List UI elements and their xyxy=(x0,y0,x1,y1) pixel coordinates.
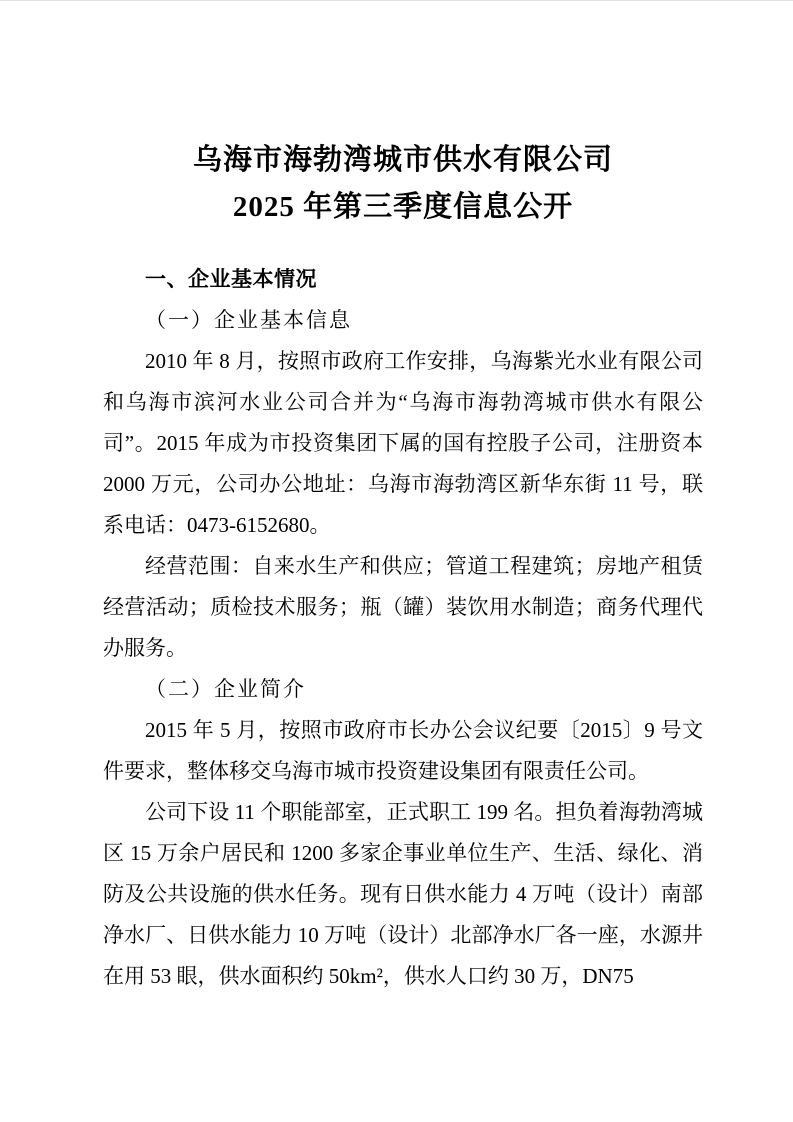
section-heading-basic-situation: 一、企业基本情况 xyxy=(145,268,317,291)
subsection-heading-basic-info: （一）企业基本信息 xyxy=(145,308,352,332)
paragraph-operations: 公司下设 11 个职能部室，正式职工 199 名。担负着海勃湾城区 15 万余户居民和 1200 多家企事业单位生产、生活、绿化、消防及公共设施的供水任务。现有日供水能力 4 万吨（设计）南部净水厂、日供水能力 10 万吨（设计）北部净水厂各一座，水源井在用 53 眼，供水面积约 50km²，供水人口约 30 万，DN75 xyxy=(103,800,703,988)
document-title-line2: 2025 年第三季度信息公开 xyxy=(232,191,574,223)
document-body xyxy=(103,259,703,997)
paragraph-transfer: 2015 年 5 月，按照市政府市长办公会议纪要〔2015〕9 号文件要求，整体移交乌海市城市投资建设集团有限责任公司。 xyxy=(103,718,703,783)
document-title xyxy=(103,137,703,231)
document-title-line1: 乌海市海勃湾城市供水有限公司 xyxy=(192,144,613,176)
subsection-heading-company-profile: （二）企业简介 xyxy=(145,677,306,701)
paragraph-business-scope: 经营范围：自来水生产和供应；管道工程建筑；房地产租赁经营活动；质检技术服务；瓶（罐）装饮用水制造；商务代理代办服务。 xyxy=(103,554,703,660)
paragraph-basic-info: 2010 年 8 月，按照市政府工作安排，乌海紫光水业有限公司和乌海市滨河水业公司合并为“乌海市海勃湾城市供水有限公司”。2015 年成为市投资集团下属的国有控股子公司，注册资本 2000 万元，公司办公地址：乌海市海勃湾区新华东街 11 号，联系电话：0473-6152680。 xyxy=(103,349,703,537)
